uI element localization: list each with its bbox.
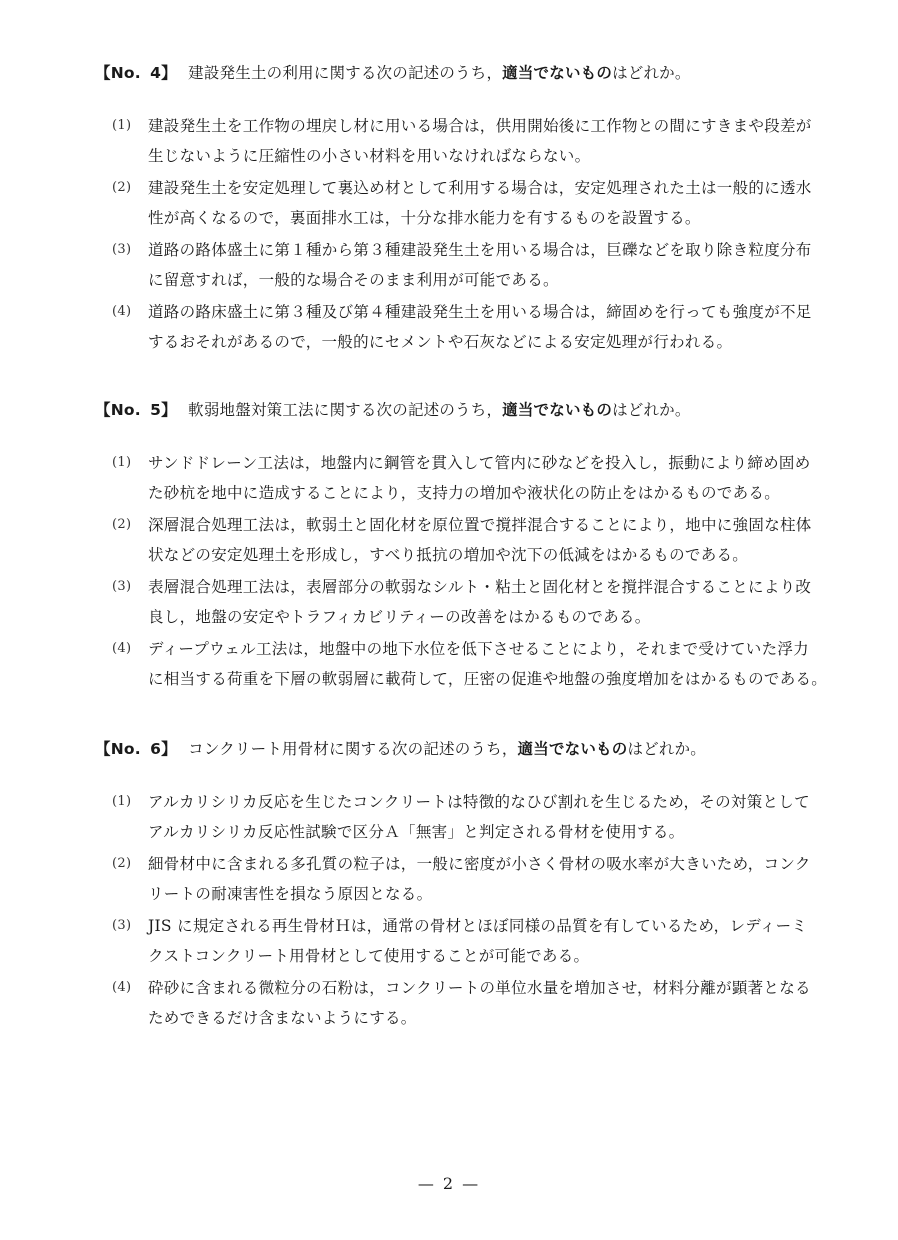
question-stem: 建設発生土の利用に関する次の記述のうち， bbox=[188, 64, 503, 82]
option-1 bbox=[95, 111, 825, 171]
option-text-line: た砂杭を地中に造成することにより，支持力の増加や液状化の防止をはかるものである。 bbox=[148, 484, 781, 502]
question-stem-end: はどれか。 bbox=[627, 740, 706, 758]
option-text-line: ためできるだけ含まないようにする。 bbox=[148, 1009, 417, 1027]
option-text-line: に留意すれば，一般的な場合そのまま利用が可能である。 bbox=[148, 271, 559, 289]
question-stem-emphasis: 適当でないもの bbox=[502, 401, 613, 419]
option-list bbox=[95, 787, 825, 1033]
option-2 bbox=[95, 510, 825, 570]
question-stem-end: はどれか。 bbox=[612, 64, 691, 82]
option-text-line: 状などの安定処理土を形成し，すべり抵抗の増加や沈下の低減をはかるものである。 bbox=[148, 546, 749, 564]
question-stem: コンクリート用骨材に関する次の記述のうち， bbox=[188, 740, 518, 758]
question-stem-end: はどれか。 bbox=[612, 401, 691, 419]
option-2 bbox=[95, 173, 825, 233]
option-text-line: JIS に規定される再生骨材Ｈは，通常の骨材とほぼ同様の品質を有しているため，レディーミ bbox=[148, 917, 808, 935]
question-stem-emphasis: 適当でないもの bbox=[502, 64, 613, 82]
option-text-line: アルカリシリカ反応を生じたコンクリートは特徴的なひび割れを生じるため，その対策として bbox=[148, 793, 810, 811]
option-text-line: に相当する荷重を下層の軟弱層に載荷して，圧密の促進や地盤の強度増加をはかるものである。 bbox=[148, 670, 828, 688]
option-list bbox=[95, 448, 828, 694]
option-number: (1) bbox=[112, 455, 132, 470]
option-number: (4) bbox=[112, 980, 132, 995]
option-number: (1) bbox=[112, 794, 132, 809]
option-text-line: 建設発生土を安定処理して裏込め材として利用する場合は，安定処理された土は一般的に透水 bbox=[148, 179, 812, 197]
page-number: — 2 — bbox=[417, 1174, 481, 1193]
option-4 bbox=[95, 634, 828, 694]
option-text-line: 道路の路体盛土に第１種から第３種建設発生土を用いる場合は，巨礫などを取り除き粒度分布 bbox=[148, 241, 812, 259]
question-stem: 軟弱地盤対策工法に関する次の記述のうち， bbox=[188, 401, 503, 419]
option-text-line: アルカリシリカ反応性試験で区分Ａ「無害」と判定される骨材を使用する。 bbox=[148, 823, 685, 841]
question-heading bbox=[95, 737, 825, 761]
option-2 bbox=[95, 849, 825, 909]
option-3 bbox=[95, 572, 825, 632]
question-number: 【No. 6】 bbox=[95, 740, 177, 758]
option-text-line: サンドドレーン工法は，地盤内に鋼管を貫入して管内に砂などを投入し，振動により締め固め bbox=[148, 454, 811, 472]
question-number: 【No. 4】 bbox=[95, 64, 177, 82]
option-1 bbox=[95, 787, 825, 847]
option-text-line: 道路の路床盛土に第３種及び第４種建設発生土を用いる場合は，締固めを行っても強度が不足 bbox=[148, 303, 812, 321]
option-text-line: 深層混合処理工法は，軟弱土と固化材を原位置で撹拌混合することにより，地中に強固な柱体 bbox=[148, 516, 812, 534]
option-number: (3) bbox=[112, 242, 132, 257]
option-text-line: 良し，地盤の安定やトラフィカビリティーの改善をはかるものである。 bbox=[148, 608, 651, 626]
option-text-line: 表層混合処理工法は，表層部分の軟弱なシルト・粘土と固化材とを撹拌混合することにより改 bbox=[148, 578, 812, 596]
option-4 bbox=[95, 973, 825, 1033]
option-text-line: 砕砂に含まれる微粒分の石粉は，コンクリートの単位水量を増加させ，材料分離が顕著となる bbox=[148, 979, 811, 997]
option-3 bbox=[95, 235, 825, 295]
question-heading bbox=[95, 61, 825, 85]
option-text-line: クストコンクリート用骨材として使用することが可能である。 bbox=[148, 947, 590, 965]
option-3 bbox=[95, 911, 825, 971]
option-number: (2) bbox=[112, 517, 132, 532]
question-6 bbox=[95, 737, 825, 1035]
option-1 bbox=[95, 448, 825, 508]
option-number: (4) bbox=[112, 304, 132, 319]
question-5 bbox=[95, 398, 828, 696]
question-number: 【No. 5】 bbox=[95, 401, 177, 419]
question-heading bbox=[95, 398, 825, 422]
question-stem-emphasis: 適当でないもの bbox=[517, 740, 628, 758]
option-text-line: リートの耐凍害性を損なう原因となる。 bbox=[148, 885, 433, 903]
option-number: (4) bbox=[112, 641, 132, 656]
option-text-line: ディープウェル工法は，地盤中の地下水位を低下させることにより，それまで受けていた浮力 bbox=[148, 640, 809, 658]
option-text-line: 細骨材中に含まれる多孔質の粒子は，一般に密度が小さく骨材の吸水率が大きいため，コンク bbox=[148, 855, 811, 873]
option-text-line: 生じないように圧縮性の小さい材料を用いなければならない。 bbox=[148, 147, 591, 165]
option-text-line: するおそれがあるので，一般的にセメントや石灰などによる安定処理が行われる。 bbox=[148, 333, 733, 351]
option-number: (3) bbox=[112, 918, 132, 933]
option-text-line: 性が高くなるので，裏面排水工は，十分な排水能力を有するものを設置する。 bbox=[148, 209, 701, 227]
option-text-line: 建設発生土を工作物の埋戻し材に用いる場合は，供用開始後に工作物との間にすきまや段差が bbox=[148, 117, 812, 135]
option-number: (1) bbox=[112, 118, 132, 133]
option-number: (2) bbox=[112, 180, 132, 195]
option-number: (2) bbox=[112, 856, 132, 871]
option-list bbox=[95, 111, 825, 357]
option-4 bbox=[95, 297, 825, 357]
option-number: (3) bbox=[112, 579, 132, 594]
question-4 bbox=[95, 61, 825, 359]
